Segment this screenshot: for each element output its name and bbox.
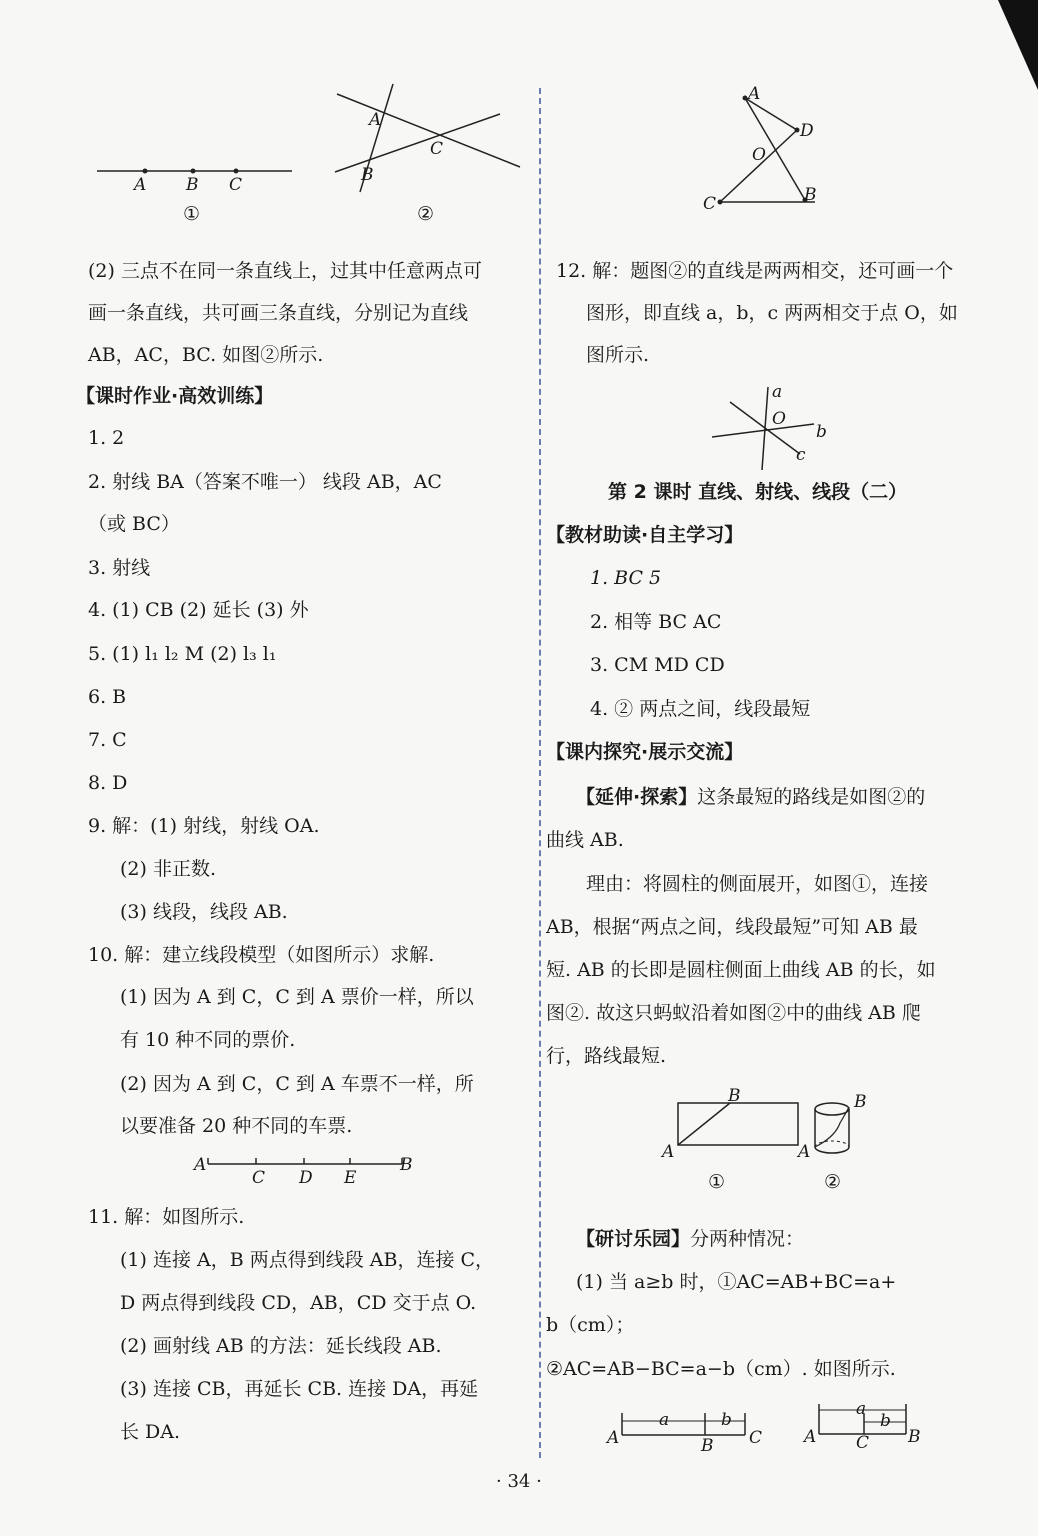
figure-three-lines-abc bbox=[710, 382, 850, 472]
answer-2-cont: （或 BC） bbox=[88, 513, 180, 535]
figure-collinear-points bbox=[95, 155, 315, 235]
label-A: A bbox=[134, 175, 147, 195]
reason-line: 行，路线最短. bbox=[546, 1045, 667, 1067]
discussion-case-2: ②AC=AB−BC=a−b（cm）. 如图所示. bbox=[546, 1358, 896, 1380]
answer-12-cont2: 图所示. bbox=[586, 344, 650, 366]
answer-11: 11. 解：如图所示. bbox=[88, 1206, 245, 1228]
answer-11-2: (2) 画射线 AB 的方法：延长线段 AB. bbox=[120, 1335, 442, 1357]
label-c: c bbox=[796, 445, 806, 465]
figure-segment-model bbox=[192, 1152, 432, 1188]
label-C: C bbox=[703, 194, 717, 214]
label-B: B bbox=[186, 175, 199, 195]
label-A: A bbox=[194, 1155, 207, 1175]
answer-9-2: (2) 非正数. bbox=[120, 858, 216, 880]
caption-2: ② bbox=[417, 203, 435, 225]
label-E: E bbox=[344, 1168, 357, 1188]
label-C: C bbox=[252, 1168, 266, 1188]
section-heading-explore: 【课内探究·展示交流】 bbox=[546, 741, 744, 763]
discussion-line bbox=[576, 1227, 804, 1251]
answer-10-1: (1) 因为 A 到 C，C 到 A 票价一样，所以 bbox=[120, 986, 474, 1008]
paragraph-line: (2) 三点不在同一条直线上，过其中任意两点可 bbox=[88, 260, 482, 282]
answer-12: 12. 解：题图②的直线是两两相交，还可画一个 bbox=[556, 260, 954, 282]
label-B: B bbox=[400, 1155, 413, 1175]
label-b: b bbox=[721, 1410, 732, 1430]
extension-heading: 【延伸·探索】 bbox=[576, 786, 698, 808]
answer-10: 10. 解：建立线段模型（如图所示）求解. bbox=[88, 944, 435, 966]
reason-line: 短. AB 的长即是圆柱侧面上曲线 AB 的长，如 bbox=[546, 959, 936, 981]
label-a: a bbox=[772, 382, 783, 402]
page-corner-shadow bbox=[998, 0, 1038, 90]
caption-2: ② bbox=[824, 1171, 842, 1193]
answer-7: 7. C bbox=[88, 729, 127, 751]
column-divider bbox=[539, 88, 541, 1458]
figure-segment-difference bbox=[802, 1398, 932, 1453]
answer-10-2-cont: 以要准备 20 种不同的车票. bbox=[120, 1115, 353, 1137]
label-O: O bbox=[752, 145, 766, 165]
answer-12-cont: 图形，即直线 a，b，c 两两相交于点 O，如 bbox=[586, 302, 958, 324]
label-b: b bbox=[880, 1411, 891, 1431]
discussion-case-1-cont: b（cm）； bbox=[546, 1314, 635, 1336]
answer-9: 9. 解：(1) 射线，射线 OA. bbox=[88, 815, 320, 837]
answer-2: 2. 射线 BA（答案不唯一） 线段 AB，AC bbox=[88, 471, 442, 493]
label-A: A bbox=[804, 1427, 817, 1447]
figure-rays-ADCB bbox=[700, 82, 840, 222]
label-B: B bbox=[701, 1436, 714, 1456]
label-B: B bbox=[804, 185, 817, 205]
label-C: C bbox=[749, 1428, 763, 1448]
answer-11-3-cont: 长 DA. bbox=[120, 1421, 181, 1443]
answer-10-1-cont: 有 10 种不同的票价. bbox=[120, 1029, 296, 1051]
reading-answer-2: 2. 相等 BC AC bbox=[590, 611, 722, 633]
figure-cylinder-unrolled bbox=[660, 1085, 890, 1195]
label-A: A bbox=[748, 84, 761, 104]
discussion-heading: 【研讨乐园】 bbox=[576, 1228, 691, 1250]
reading-answer-4: 4. ② 两点之间，线段最短 bbox=[590, 698, 811, 720]
paragraph-line: AB，AC，BC. 如图②所示. bbox=[88, 344, 324, 366]
label-C: C bbox=[430, 139, 444, 159]
figure-three-lines bbox=[325, 82, 545, 232]
label-A: A bbox=[662, 1142, 675, 1162]
label-C: C bbox=[229, 175, 243, 195]
reason-line: 理由：将圆柱的侧面展开，如图①，连接 bbox=[586, 873, 929, 895]
extension-text: 这条最短的路线是如图②的 bbox=[697, 786, 926, 808]
caption-1: ① bbox=[183, 203, 201, 225]
label-D: D bbox=[800, 121, 814, 141]
reading-answer-3: 3. CM MD CD bbox=[590, 654, 725, 676]
extension-line-2: 曲线 AB. bbox=[546, 829, 624, 851]
reading-answer-1: 1. BC 5 bbox=[590, 567, 662, 589]
answer-11-3: (3) 连接 CB，再延长 CB. 连接 DA，再延 bbox=[120, 1378, 479, 1400]
answer-1: 1. 2 bbox=[88, 427, 125, 449]
reason-line: AB，根据“两点之间，线段最短”可知 AB 最 bbox=[546, 916, 918, 938]
label-C: C bbox=[856, 1433, 870, 1453]
section-heading-reading: 【教材助读·自主学习】 bbox=[546, 524, 744, 546]
reason-line: 图②. 故这只蚂蚁沿着如图②中的曲线 AB 爬 bbox=[546, 1002, 921, 1024]
extension-line bbox=[576, 785, 925, 809]
answer-3: 3. 射线 bbox=[88, 557, 151, 579]
label-A: A bbox=[798, 1142, 811, 1162]
answer-11-1-cont: D 两点得到线段 CD，AB，CD 交于点 O. bbox=[120, 1292, 477, 1314]
label-a: a bbox=[659, 1410, 670, 1430]
answer-10-2: (2) 因为 A 到 C，C 到 A 车票不一样，所 bbox=[120, 1073, 474, 1095]
answer-6: 6. B bbox=[88, 686, 127, 708]
answer-9-3: (3) 线段，线段 AB. bbox=[120, 901, 288, 923]
lesson-title: 第 2 课时 直线、射线、线段（二） bbox=[608, 481, 908, 503]
answer-5: 5. (1) l₁ l₂ M (2) l₃ l₁ bbox=[88, 643, 277, 665]
answer-8: 8. D bbox=[88, 772, 128, 794]
answer-11-1: (1) 连接 A，B 两点得到线段 AB，连接 C， bbox=[120, 1249, 495, 1271]
label-A: A bbox=[607, 1428, 620, 1448]
discussion-text: 分两种情况： bbox=[690, 1228, 805, 1250]
label-a: a bbox=[856, 1399, 867, 1419]
label-O: O bbox=[772, 409, 786, 429]
label-B: B bbox=[908, 1427, 921, 1447]
paragraph-line: 画一条直线，共可画三条直线，分别记为直线 bbox=[88, 302, 469, 324]
label-b: b bbox=[816, 422, 827, 442]
figure-segment-sum bbox=[605, 1405, 775, 1455]
section-heading-homework: 【课时作业·高效训练】 bbox=[76, 385, 274, 407]
label-D: D bbox=[299, 1168, 313, 1188]
label-B: B bbox=[854, 1092, 867, 1112]
discussion-case-1: (1) 当 a≥b 时，①AC=AB+BC=a+ bbox=[576, 1271, 897, 1293]
page-number: · 34 · bbox=[496, 1471, 542, 1492]
caption-1: ① bbox=[708, 1171, 726, 1193]
answer-4: 4. (1) CB (2) 延长 (3) 外 bbox=[88, 599, 309, 621]
label-B: B bbox=[728, 1086, 741, 1106]
label-A: A bbox=[369, 110, 382, 130]
label-B: B bbox=[361, 165, 374, 185]
